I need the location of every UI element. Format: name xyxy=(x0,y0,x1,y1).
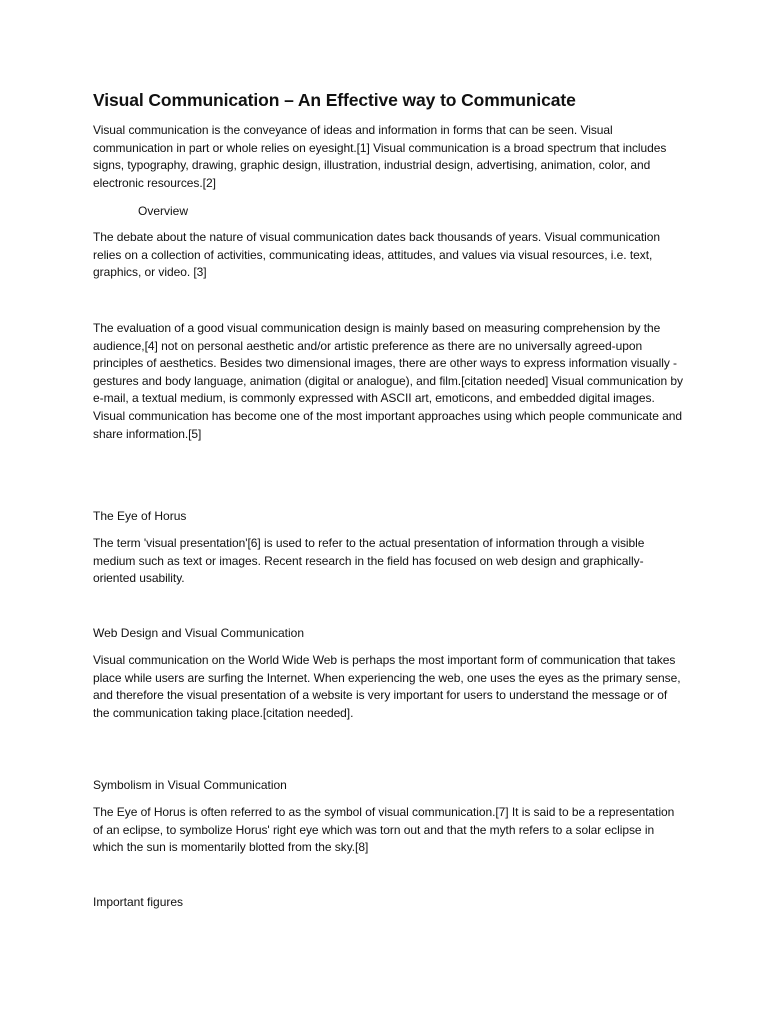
overview-paragraph-1: The debate about the nature of visual communication dates back thousands of years. Visual communication relies on a collection of activities, communicating ideas, attitudes, and values via visual resources, i.e. text, graphics, or video. [3] xyxy=(93,230,660,280)
eye-of-horus-paragraph: The term 'visual presentation'[6] is used to refer to the actual presentation of information through a visible medium such as text or images. Recent research in the field has focused on web design and graphically-oriented usability. xyxy=(93,536,645,586)
symbolism-paragraph: The Eye of Horus is often referred to as the symbol of visual communication.[7] It is said to be a representation of an eclipse, to symbolize Horus' right eye which was torn out and that the myth refers to a solar eclipse in which the sun is momentarily blotted from the sky.[8] xyxy=(93,805,675,855)
overview-paragraph-2: The evaluation of a good visual communication design is mainly based on measuring comprehension by the audience,[4] not on personal aesthetic and/or artistic preference as there are no universally agreed-upon principles of aesthetics. Besides two dimensional images, there are other ways to express information visually - gestures and body language, animation (digital or analogue), and film.[citation needed] Visual communication by e-mail, a textual medium, is commonly expressed with ASCII art, emoticons, and embedded digital images. Visual communication has become one of the most important approaches using which people communicate and share information.[5] xyxy=(93,321,683,441)
overview-heading: Overview xyxy=(138,204,189,218)
important-figures-heading: Important figures xyxy=(93,895,184,909)
symbolism-heading: Symbolism in Visual Communication xyxy=(93,778,287,792)
web-design-heading: Web Design and Visual Communication xyxy=(93,626,305,640)
web-design-paragraph: Visual communication on the World Wide Web is perhaps the most important form of communication that takes place while users are surfing the Internet. When experiencing the web, one uses the eyes as the primary sense, and therefore the visual presentation of a website is very important for users to understand the message or of the communication taking place.[citation needed]. xyxy=(93,653,681,720)
intro-paragraph: Visual communication is the conveyance of ideas and information in forms that can be seen. Visual communication in part or whole relies on eyesight.[1] Visual communication is a broad spectrum that includes signs, typography, drawing, graphic design, illustration, industrial design, advertising, animation, color, and electronic resources.[2] xyxy=(93,123,667,190)
eye-of-horus-heading: The Eye of Horus xyxy=(93,509,187,523)
document-title: Visual Communication – An Effective way to Communicate xyxy=(93,90,576,110)
